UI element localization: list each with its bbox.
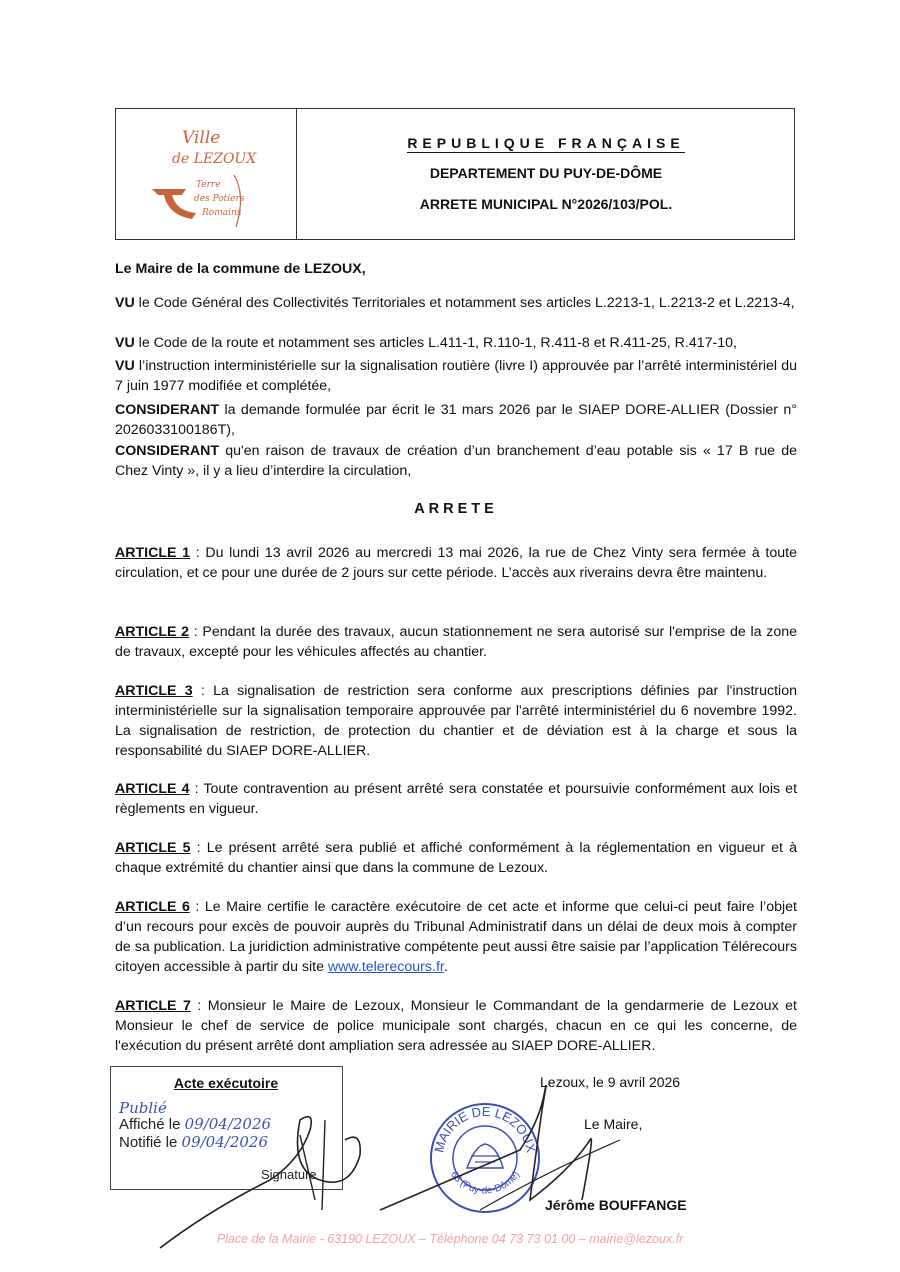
vu-3-label: VU: [115, 358, 135, 374]
exec-stamp-title: Acte exécutoire: [173, 1075, 279, 1091]
article-3: [115, 681, 797, 761]
article-4-label: ARTICLE 4: [115, 781, 190, 797]
article-7-label: ARTICLE 7: [115, 998, 191, 1014]
telerecours-link[interactable]: www.telerecours.fr: [327, 959, 444, 975]
article-4: [115, 779, 797, 819]
article-6-label: ARTICLE 6: [115, 899, 190, 915]
article-6-after: .: [443, 959, 448, 975]
article-5: [115, 838, 797, 878]
article-7: [115, 996, 797, 1056]
vu-2-text: le Code de la route et notamment ses articles L.411-1, R.110-1, R.411-8 et R.411-25, R.417-10,: [134, 335, 737, 351]
article-7-text: : Monsieur le Maire de Lezoux, Monsieur le Commandant de la gendarmerie de Lezoux et Monsieur le chef de service de police municipale sont chargés, chacun en ce qui les concerne, de l'exécution du présent arrêté dont ampliation sera adressée au SIAEP DORE-ALLIER.: [115, 998, 798, 1054]
article-5-text: : Le présent arrêté sera publié et affiché conformément à la réglementation en vigueur et à chaque extrémité du chantier ainsi que dans la commune de Lezoux.: [115, 840, 797, 876]
logo-tagline3: Romains: [202, 208, 242, 218]
arrete-number: ARRETE MUNICIPAL N°2026/103/POL.: [419, 196, 673, 212]
seal-text-bottom: 63 (Puy-de-Dôme): [448, 1169, 522, 1197]
mayor-name: Jérôme BOUFFANGE: [545, 1197, 687, 1213]
logo-tagline1: Terre: [196, 180, 221, 190]
logo-tagline2: des Potiers: [194, 194, 245, 204]
article-2-label: ARTICLE 2: [115, 624, 190, 640]
arrete-title: ARRETE: [414, 501, 498, 517]
handwritten-signatures: [150, 1060, 710, 1260]
departement: DEPARTEMENT DU PUY-DE-DÔME: [429, 165, 663, 181]
article-1-label: ARTICLE 1: [115, 545, 191, 561]
considerant-2-text: qu'en raison de travaux de création d’un branchement d’eau potable sis « 17 B rue de Chez Vinty », il y a lieu d’interdire la circulation,: [115, 443, 797, 479]
mayor-role: Le Maire,: [584, 1116, 643, 1132]
considerant-1: [115, 400, 797, 440]
vu-2: [115, 333, 797, 353]
vu-3-text: l’instruction interministérielle sur la signalisation routière (livre I) approuvée par l’arrêté interministériel du 7 juin 1977 modifiée et complétée,: [115, 358, 797, 394]
vu-1-text: le Code Général des Collectivités Territoriales et notamment ses articles L.2213-1, L.2213-2 et L.2213-4,: [134, 295, 795, 311]
footer-address: Place de la Mairie - 63190 LEZOUX – Téléphone 04 73 73 01 00 – mairie@lezoux.fr: [216, 1232, 684, 1246]
article-3-text: : La signalisation de restriction sera conforme aux prescriptions définies par l'instruction interministérielle sur la signalisation temporaire approuvée par l'arrêté interministériel du 6 novembre 1992. La signalisation de restriction, de protection du chantier et de déviation est à la charge et sous la responsabilité du SIAEP DORE-ALLIER.: [115, 683, 797, 759]
considerant-1-label: CONSIDERANT: [115, 402, 220, 418]
affiche-date: 09/04/2026: [184, 1115, 272, 1133]
seal-text-top: MAIRIE DE LEZOUX: [431, 1103, 539, 1154]
signature-label: Signature: [261, 1167, 317, 1182]
republique-francaise: REPUBLIQUE FRANÇAISE: [407, 135, 685, 151]
considerant-2: [115, 441, 797, 481]
header-box: [115, 108, 795, 240]
affiche-label: Affiché le: [119, 1116, 185, 1133]
vu-2-label: VU: [115, 335, 135, 351]
place-date: Lezoux, le 9 avril 2026: [540, 1074, 681, 1090]
publie-handwritten: Publié: [119, 1099, 167, 1117]
article-6: [115, 897, 797, 977]
article-5-label: ARTICLE 5: [115, 840, 191, 856]
republique-line: [297, 135, 795, 153]
lezoux-logo: [124, 115, 289, 233]
article-4-text: : Toute contravention au présent arrêté sera constatée et poursuivie conformément aux lois et règlements en vigueur.: [115, 781, 798, 817]
logo-line2: de LEZOUX: [172, 151, 257, 167]
article-2: [115, 622, 797, 662]
article-1: [115, 543, 797, 583]
logo-line1: Ville: [182, 128, 221, 148]
article-6-text: : Le Maire certifie le caractère exécutoire de cet acte et informe que celui-ci peut faire l’objet d’un recours pour excès de pouvoir auprès du Tribunal Administratif dans un délai de deux mois à compter de sa publication. La juridiction administrative compétente peut aussi être saisie par l’application Télérecours citoyen accessible à partir du site: [115, 899, 797, 975]
vu-1: [115, 293, 797, 313]
notifie-date: 09/04/2026: [181, 1133, 268, 1151]
article-1-text: : Du lundi 13 avril 2026 au mercredi 13 mai 2026, la rue de Chez Vinty sera fermée à toute circulation, et ce pour une durée de 2 jours sur cette période. L’accès aux riverains devra être maintenu.: [115, 545, 797, 581]
vu-3: [115, 356, 797, 396]
considerant-2-label: CONSIDERANT: [115, 443, 220, 459]
notifie-label: Notifié le: [119, 1134, 182, 1151]
article-3-label: ARTICLE 3: [115, 683, 193, 699]
article-2-text: : Pendant la durée des travaux, aucun stationnement ne sera autorisé sur l'emprise de la zone de travaux, excepté pour les véhicules affectés au chantier.: [115, 624, 797, 660]
vu-1-label: VU: [115, 295, 135, 311]
considerant-1-text: la demande formulée par écrit le 31 mars 2026 par le SIAEP DORE-ALLIER (Dossier n° 2026033100186T),: [115, 402, 797, 438]
preamble-intro: Le Maire de la commune de LEZOUX,: [115, 261, 366, 277]
